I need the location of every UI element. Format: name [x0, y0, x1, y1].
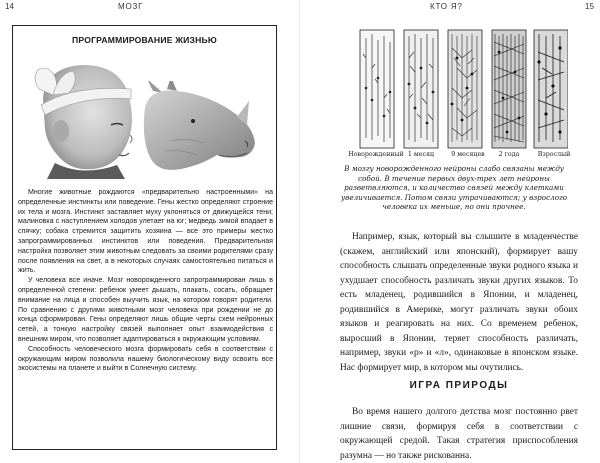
panel-label: 9 месяцев [451, 151, 485, 158]
sidebar-paragraph: Способность человеческого мозга формировать себя в соответствии с окружающим миром позволила нашему биологическому виду освоить все экосистемы на планете и выйти в Солнечную систему. [18, 345, 273, 373]
panel-adult [534, 30, 568, 148]
baby-photo [33, 59, 138, 179]
running-head-right: КТО Я? [430, 2, 463, 11]
panel-label: Новорожденный [348, 151, 404, 158]
sidebar-box [12, 25, 277, 450]
section-paragraph: Во время нашего долгого детства мозг постоянно рвет лишние связи, формируя себя в соответствии с окружающей средой. Такая стратегия приспособления разумна — но также рискованна. [340, 407, 578, 461]
section-text [340, 405, 578, 463]
sidebar-text [18, 188, 273, 374]
rhino-photo [141, 81, 258, 179]
running-head-left: МОЗГ [118, 2, 144, 11]
sidebar-paragraph: У человека все иначе. Мозг новорожденного запрограммирован лишь в определенной степени: ребенок умеет дышать, плакать, сосать, обращает внимание на лица и способен выучить язык, на котором говорят родители. По сравнению с другими животными мозг человека при рождении не до конца сформирован. Гены определяют лишь общие черты схем нейронных сетей, а тонкую настройку связей выполняет опыт взаимодействия с внешним миром, что позволяет адаптироваться к окружающим условиям. [18, 277, 273, 343]
page-number-left: 14 [5, 2, 14, 11]
panel-label: 1 месяц [407, 151, 435, 158]
figure-caption: В мозгу новорожденного нейроны слабо связаны между собой. В течение первых двух-трех лет нейроны разветвляются, и количество связей между клетками увеличивается. Потом связи утрачиваются; у взрослого человека их меньше, но они прочнее. [340, 164, 568, 212]
section-heading: ИГРА ПРИРОДЫ [409, 380, 509, 391]
panel-label: 2 года [498, 151, 520, 158]
page-number-right: 15 [585, 2, 594, 11]
panel-newborn [360, 30, 394, 148]
neuron-development-figure [358, 28, 568, 164]
panel-1-month [404, 30, 438, 148]
panel-2-years [492, 30, 526, 148]
sidebar-title: ПРОГРАММИРОВАНИЕ ЖИЗНЬЮ [72, 35, 217, 45]
sidebar-paragraph: Многие животные рождаются «предварительно настроенными» на определенные инстинкты или поведение. Гены жестко определяют строение их тела и мозга. Инстинкт заставляет муху уклоняться от движущейся тени; малиновка с наступлением холодов улетает на юг; медведь зимой впадает в спячку; собака стремится защитить хозяина — все это примеры жестко запрограммированных инстинктов или поведения. Предварительная настройка позволяет этим животным следовать за своими родителями сразу после появления на свет, а в некоторых случаях самостоятельно питаться и жить. [18, 189, 273, 275]
body-paragraph: Например, язык, который вы слышите в младенчестве (скажем, английский или японский), формирует вашу способность слышать определенные звуки родного языка и ухудшает способность различать звуки других языков. То есть младенец, родившийся в Японии, и младенец, родившийся в Америке, могут различать звуки обоих языков и реагировать на них. Со временем ребенок, выросший в Японии, теряет способность различать, например, звуки «р» и «л», одинаковые в японском языке. Нас формирует мир, в котором мы очутились. [340, 232, 578, 373]
panel-label: Взрослый [537, 151, 571, 158]
body-text [340, 230, 578, 375]
panel-9-months [448, 30, 482, 148]
